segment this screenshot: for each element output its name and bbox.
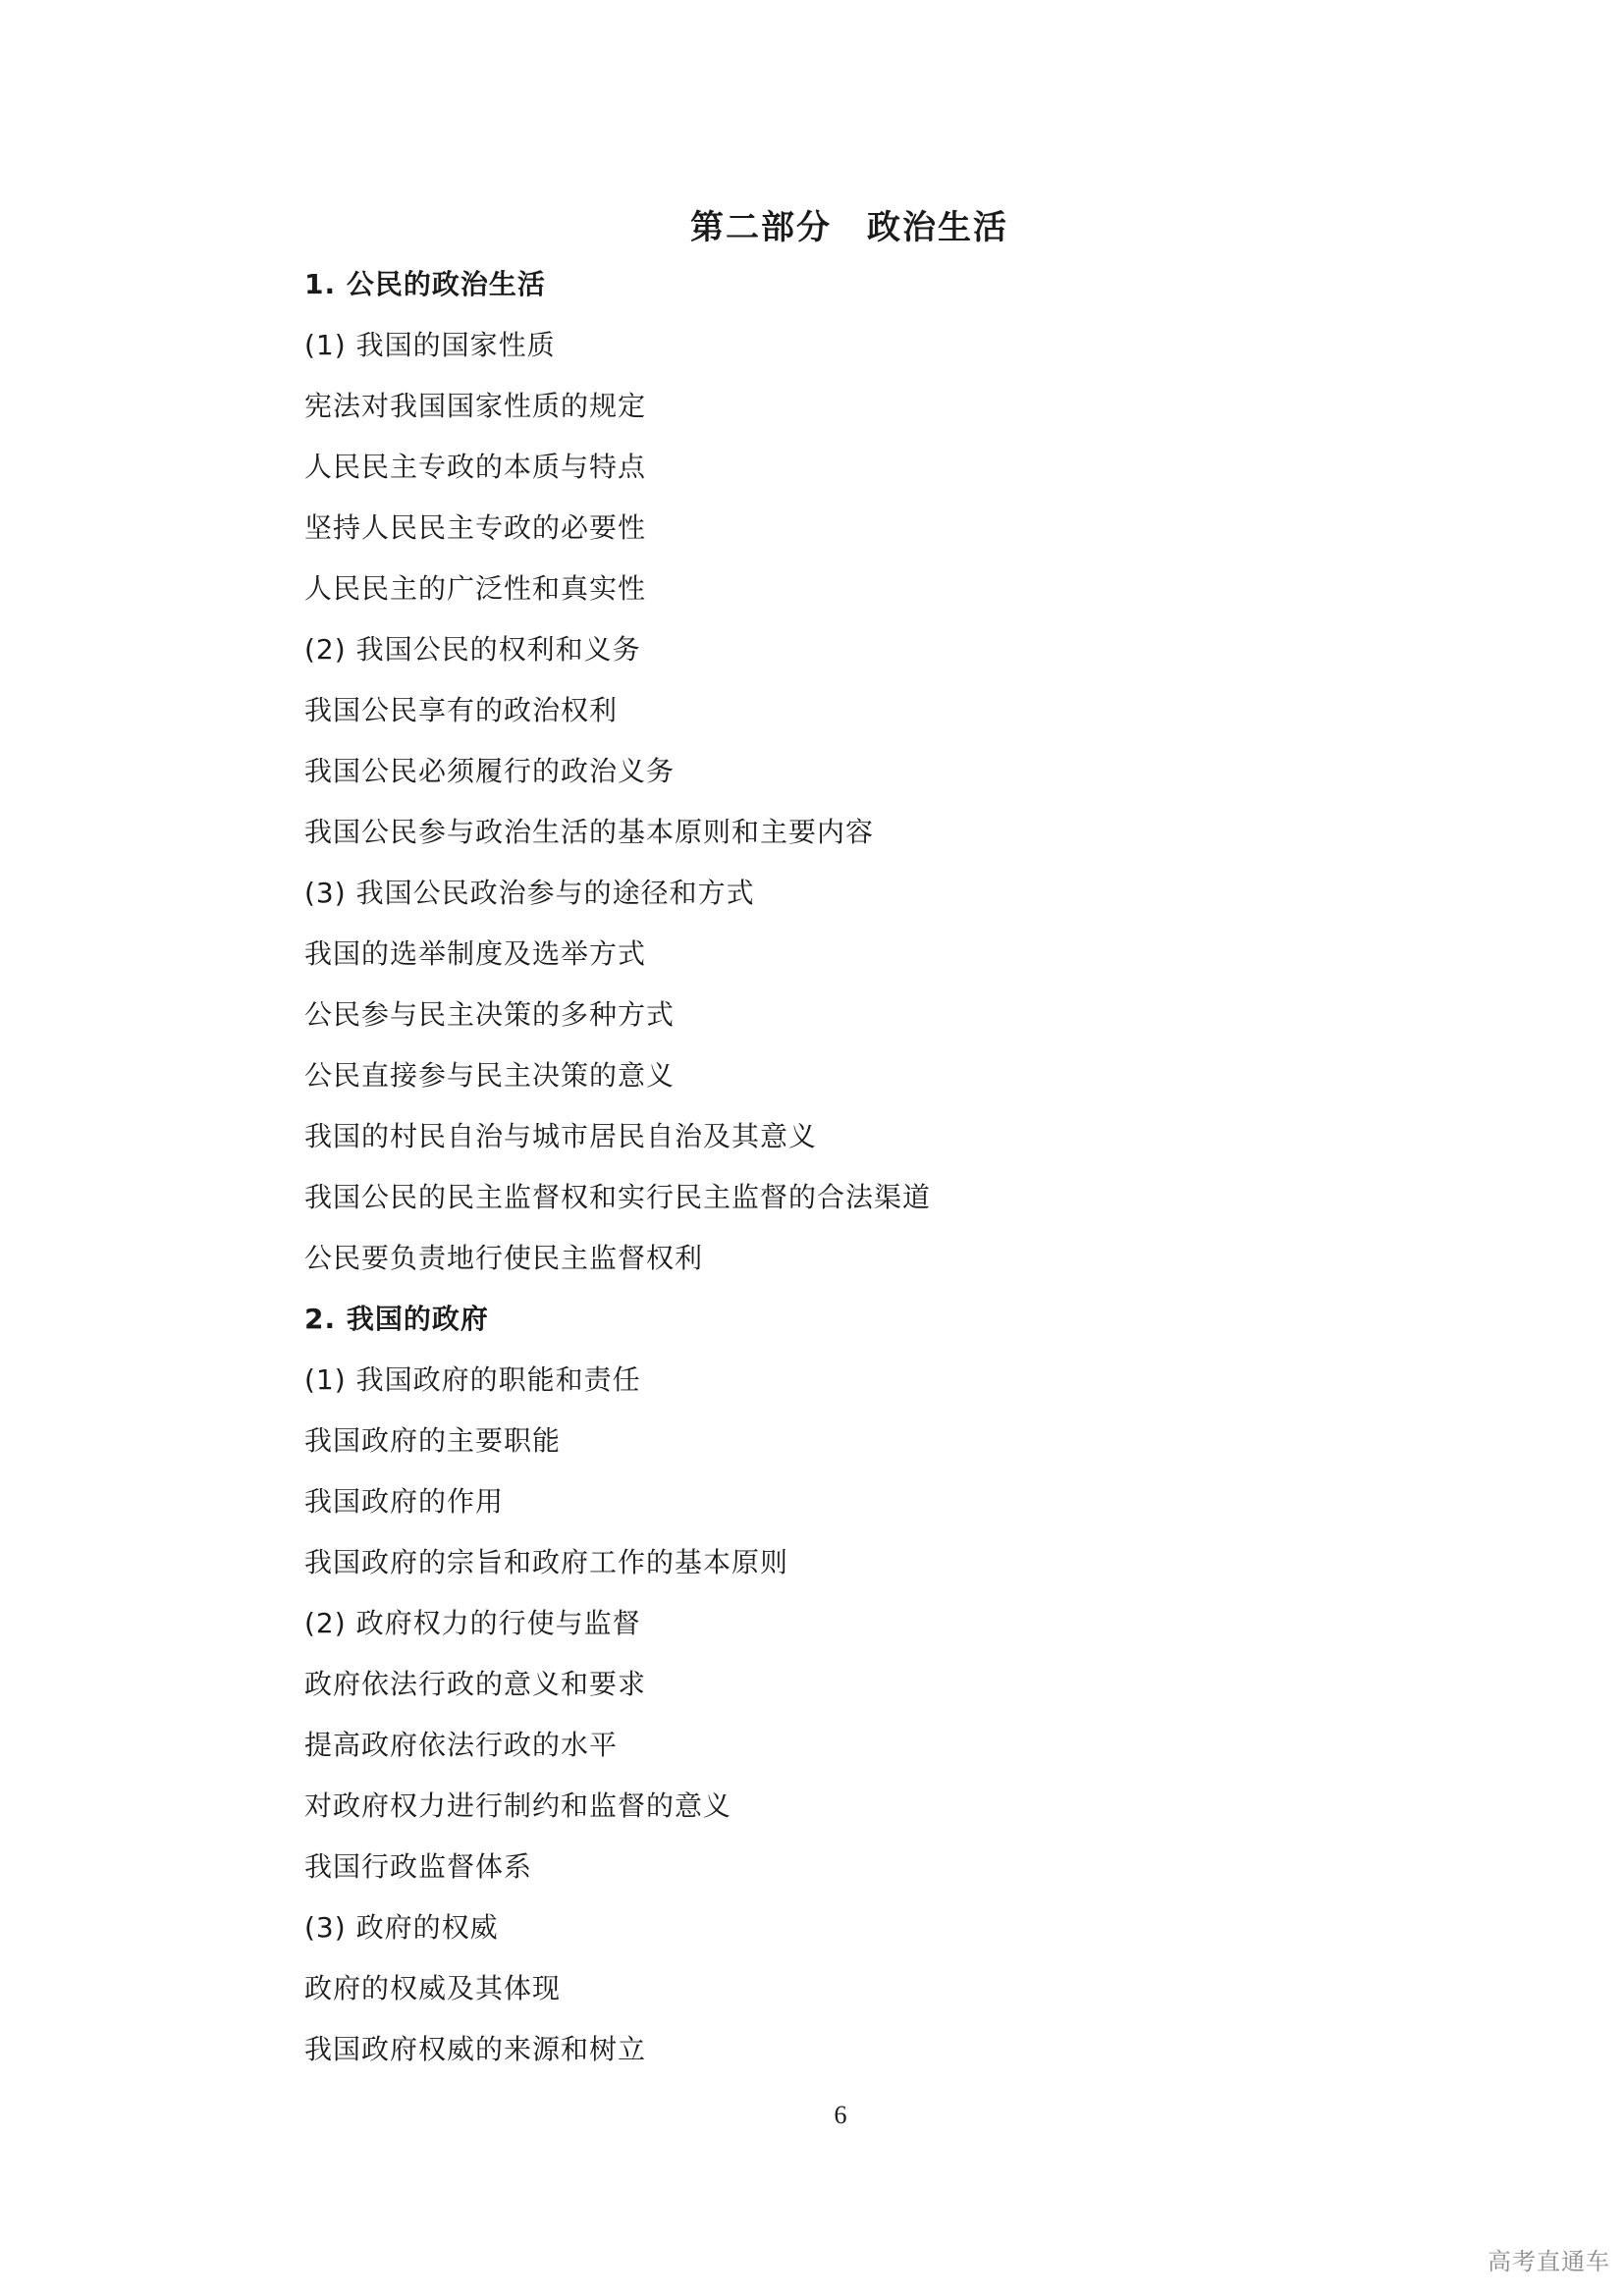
outline-item: 坚持人民民主专政的必要性 <box>304 511 647 544</box>
outline-item: 政府的权威及其体现 <box>304 1972 562 2004</box>
subsection-heading: (3) 政府的权威 <box>304 1911 499 1944</box>
outline-item: 人民民主专政的本质与特点 <box>304 451 647 483</box>
outline-item: 公民参与民主决策的多种方式 <box>304 998 676 1031</box>
page-number: 6 <box>834 2101 847 2129</box>
section-heading: 1. 公民的政治生活 <box>304 268 546 300</box>
outline-item: 人民民主的广泛性和真实性 <box>304 572 647 605</box>
outline-item: 我国政府的主要职能 <box>304 1424 562 1457</box>
outline-item: 宪法对我国国家性质的规定 <box>304 390 647 422</box>
subsection-heading: (1) 我国的国家性质 <box>304 329 556 361</box>
subsection-heading: (3) 我国公民政治参与的途径和方式 <box>304 877 755 909</box>
outline-item: 对政府权力进行制约和监督的意义 <box>304 1789 732 1822</box>
watermark-text: 高考直通车 <box>1488 2248 1610 2275</box>
outline-item: 我国行政监督体系 <box>304 1850 533 1883</box>
outline-item: 我国公民的民主监督权和实行民主监督的合法渠道 <box>304 1181 932 1213</box>
outline-list <box>304 261 931 2087</box>
section-heading: 2. 我国的政府 <box>304 1303 489 1335</box>
outline-item: 我国政府的作用 <box>304 1485 505 1518</box>
outline-item: 我国公民参与政治生活的基本原则和主要内容 <box>304 816 875 848</box>
outline-item: 我国政府的宗旨和政府工作的基本原则 <box>304 1546 789 1578</box>
outline-item: 我国公民享有的政治权利 <box>304 694 619 726</box>
outline-item: 公民要负责地行使民主监督权利 <box>304 1242 704 1274</box>
subsection-heading: (2) 政府权力的行使与监督 <box>304 1607 641 1639</box>
outline-item: 提高政府依法行政的水平 <box>304 1729 619 1761</box>
outline-item: 我国公民必须履行的政治义务 <box>304 755 676 787</box>
subsection-heading: (2) 我国公民的权利和义务 <box>304 633 641 666</box>
page-title: 第二部分 政治生活 <box>690 208 1008 247</box>
outline-item: 公民直接参与民主决策的意义 <box>304 1059 676 1092</box>
outline-item: 我国的村民自治与城市居民自治及其意义 <box>304 1120 818 1152</box>
subsection-heading: (1) 我国政府的职能和责任 <box>304 1363 641 1396</box>
outline-item: 我国的选举制度及选举方式 <box>304 937 647 970</box>
outline-item: 我国政府权威的来源和树立 <box>304 2033 647 2065</box>
outline-item: 政府依法行政的意义和要求 <box>304 1668 647 1700</box>
